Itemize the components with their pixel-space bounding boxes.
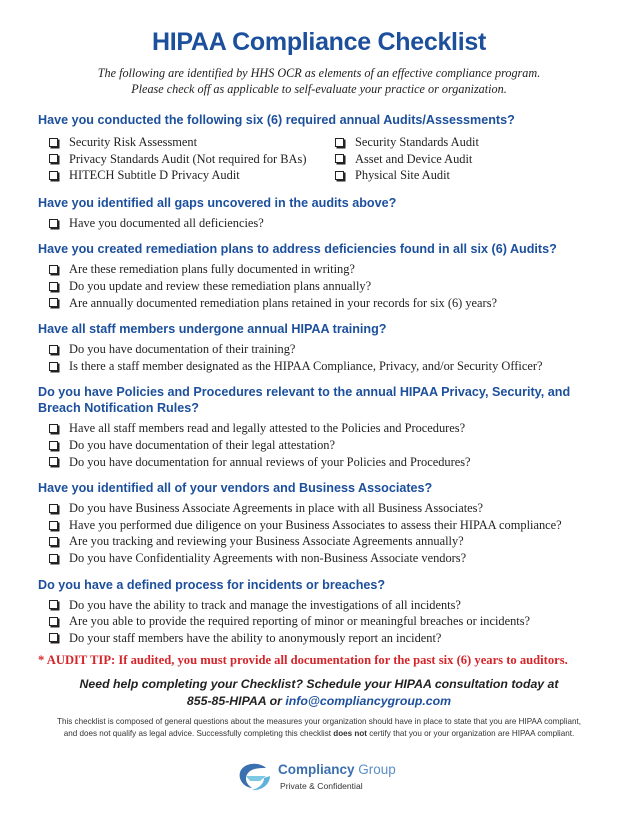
- checklist-items: [49, 597, 613, 647]
- section-question: Have you identified all of your vendors and Business Associates?: [38, 481, 433, 496]
- section-question: Have you conducted the following six (6) required annual Audits/Assessments?: [38, 113, 515, 127]
- checkbox[interactable]: [49, 282, 58, 291]
- checkbox[interactable]: [335, 138, 344, 147]
- checkbox[interactable]: [49, 265, 58, 274]
- checkbox[interactable]: [49, 617, 58, 626]
- disclaimer-line-1: This checklist is composed of general questions about the measures your organization should have in place to state that you are HIPAA compliant,: [57, 717, 581, 726]
- checkbox[interactable]: [49, 424, 58, 433]
- logo-name-secondary: Group: [358, 762, 396, 777]
- question-line-2: Breach Notification Rules?: [38, 401, 199, 416]
- checklist-item[interactable]: [49, 517, 613, 534]
- item-label: Security Risk Assessment: [69, 135, 198, 149]
- question-line-1: Do you have Policies and Procedures relevant to the annual HIPAA Privacy, Security, and: [38, 385, 571, 400]
- checklist-items: [49, 134, 613, 184]
- page-title: HIPAA Compliance Checklist: [152, 28, 486, 56]
- item-label: Do you update and review these remediation plans annually?: [69, 278, 372, 293]
- item-label: Have all staff members read and legally attested to the Policies and Procedures?: [69, 421, 466, 436]
- page-subtitle: [0, 66, 638, 97]
- cta-or: or: [269, 694, 282, 708]
- checklist-item[interactable]: [49, 550, 613, 567]
- checklist-item[interactable]: [49, 261, 613, 278]
- checkbox[interactable]: [49, 298, 58, 307]
- checkbox[interactable]: [49, 154, 58, 163]
- checkbox[interactable]: [49, 554, 58, 563]
- checklist-item[interactable]: [49, 454, 613, 471]
- checkbox[interactable]: [49, 362, 58, 371]
- logo-name-primary: Compliancy: [278, 762, 355, 777]
- item-label: Is there a staff member designated as the HIPAA Compliance, Privacy, and/or Security Officer?: [69, 358, 543, 373]
- logo-mark-icon: [236, 762, 274, 792]
- section-vendors: [38, 480, 613, 566]
- section-question: Have you created remediation plans to address deficiencies found in all six (6) Audits?: [38, 242, 557, 257]
- item-label: Do your staff members have the ability to anonymously report an incident?: [69, 630, 442, 645]
- checklist-item[interactable]: [49, 420, 613, 437]
- item-label: Are you able to provide the required reporting of minor or meaningful breaches or incidents?: [69, 614, 531, 629]
- checklist-item[interactable]: [49, 630, 613, 647]
- item-label: Do you have Business Associate Agreements in place with all Business Associates?: [69, 501, 483, 516]
- checklist-item[interactable]: [49, 358, 613, 375]
- section-question: Do you have a defined process for incidents or breaches?: [38, 577, 386, 592]
- legal-disclaimer: [20, 716, 618, 740]
- checkbox[interactable]: [49, 600, 58, 609]
- checkbox[interactable]: [335, 154, 344, 163]
- section-remediation: [38, 241, 613, 311]
- checklist-item[interactable]: [49, 437, 613, 454]
- section-audits: [38, 112, 613, 184]
- disclaimer-line-2: [20, 728, 618, 740]
- checklist-item[interactable]: [49, 341, 613, 358]
- checklist-sections: [38, 112, 613, 646]
- items-column-left: [49, 134, 335, 184]
- section-question: Have all staff members undergone annual HIPAA training?: [38, 322, 387, 337]
- checklist-item[interactable]: [49, 500, 613, 517]
- checklist-item[interactable]: [49, 151, 335, 168]
- checkbox[interactable]: [49, 441, 58, 450]
- section-question: Have you identified all gaps uncovered in the audits above?: [38, 195, 397, 210]
- checklist-item[interactable]: [49, 134, 335, 151]
- checklist-items: [49, 215, 613, 232]
- checkbox[interactable]: [335, 171, 344, 180]
- item-label: Have you performed due diligence on your Business Associates to assess their HIPAA compliance?: [69, 517, 562, 532]
- checkbox[interactable]: [49, 171, 58, 180]
- item-label: Are you tracking and reviewing your Business Associate Agreements annually?: [69, 534, 464, 549]
- cta-line-2: [0, 693, 638, 710]
- checklist-item[interactable]: [49, 295, 613, 312]
- checklist-item[interactable]: [49, 533, 613, 550]
- audit-tip: * AUDIT TIP: If audited, you must provide all documentation for the past six (6) years to auditors.: [38, 653, 568, 667]
- item-label: Privacy Standards Audit (Not required for BAs): [69, 151, 307, 166]
- subtitle-line-1: The following are identified by HHS OCR as elements of an effective compliance program.: [97, 66, 541, 80]
- section-incidents: [38, 577, 613, 647]
- items-column-right: [335, 134, 605, 184]
- section-question: [38, 384, 613, 416]
- checklist-item[interactable]: [49, 597, 613, 614]
- item-label: Do you have documentation of their legal attestation?: [69, 437, 335, 452]
- compliancy-group-logo: [236, 760, 406, 800]
- checkbox[interactable]: [49, 537, 58, 546]
- checkbox[interactable]: [49, 521, 58, 530]
- subtitle-line-2: Please check off as applicable to self-evaluate your practice or organization.: [131, 81, 507, 96]
- item-label: Do you have documentation of their training?: [69, 342, 296, 357]
- checklist-items: [49, 261, 613, 311]
- item-label: Do you have documentation for annual reviews of your Policies and Procedures?: [69, 454, 471, 469]
- checklist-item[interactable]: [49, 167, 335, 184]
- checklist-item[interactable]: [335, 167, 605, 184]
- phone-number: 855-85-HIPAA: [186, 694, 267, 708]
- disclaimer-emphasis: does not: [333, 729, 367, 738]
- checklist-items: [49, 500, 613, 566]
- checkbox[interactable]: [49, 633, 58, 642]
- item-label: Are these remediation plans fully documented in writing?: [69, 262, 355, 277]
- section-training: [38, 321, 613, 374]
- item-label: Security Standards Audit: [355, 135, 479, 149]
- checklist-item[interactable]: [335, 151, 605, 168]
- section-policies: [38, 384, 613, 470]
- checkbox[interactable]: [49, 138, 58, 147]
- logo-tagline: Private & Confidential: [280, 781, 363, 791]
- section-gaps: [38, 195, 613, 232]
- checklist-items: [49, 420, 613, 470]
- checkbox[interactable]: [49, 219, 58, 228]
- item-label: Are annually documented remediation plans retained in your records for six (6) years?: [69, 295, 498, 310]
- checklist-items: [49, 341, 613, 374]
- logo-name: [278, 762, 396, 777]
- checklist-item[interactable]: [335, 134, 605, 151]
- item-label: Do you have the ability to track and manage the investigations of all incidents?: [69, 597, 461, 612]
- item-label: Have you documented all deficiencies?: [69, 215, 264, 230]
- checklist-item[interactable]: [49, 278, 613, 295]
- checkbox[interactable]: [49, 457, 58, 466]
- checklist-item[interactable]: [49, 215, 613, 232]
- item-label: Asset and Device Audit: [355, 151, 473, 166]
- cta-line-1: Need help completing your Checklist? Schedule your HIPAA consultation today at: [79, 677, 559, 691]
- item-label: HITECH Subtitle D Privacy Audit: [69, 168, 240, 183]
- item-label: Do you have Confidentiality Agreements with non-Business Associate vendors?: [69, 550, 467, 565]
- checkbox[interactable]: [49, 345, 58, 354]
- email-link[interactable]: info@compliancygroup.com: [285, 694, 452, 708]
- consultation-cta: [0, 676, 638, 710]
- checklist-item[interactable]: [49, 613, 613, 630]
- item-label: Physical Site Audit: [355, 168, 450, 183]
- disclaimer-text: certify that you or your organization are HIPAA compliant.: [369, 729, 575, 738]
- checkbox[interactable]: [49, 504, 58, 513]
- disclaimer-text: and does not qualify as legal advice. Successfully completing this checklist: [63, 729, 331, 738]
